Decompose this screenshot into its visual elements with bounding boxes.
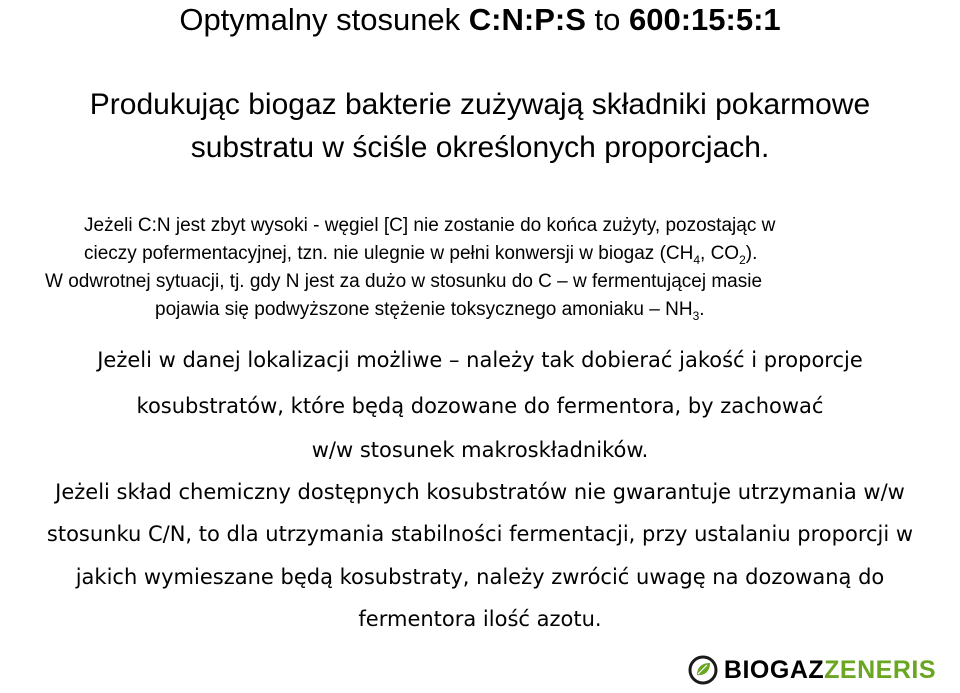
para1-line-4: pojawia się podwyższone stężenie toksycznego amoniaku – $NH_3$.	[155, 299, 705, 323]
ratio-value: 600:15:5:1	[629, 2, 781, 37]
ratio-name: C:N:P:S	[468, 2, 586, 37]
lead-line-1: Produkując biogaz bakterie zużywają składniki pokarmowe	[89, 88, 871, 121]
biogaz-zeneris-logo	[688, 655, 936, 685]
para1-line-1: Jeżeli C:N jest zbyt wysoki - węgiel [C] nie zostanie do końca zużyty, pozostając w	[84, 215, 776, 236]
logo-text-zeneris: ZENERIS	[824, 655, 936, 684]
lead-line-2: substratu w ściśle określonych proporcjach.	[190, 131, 770, 164]
para3-line-4: fermentora ilość azotu.	[358, 607, 602, 631]
para1-line-2: cieczy pofermentacyjnej, tzn. nie ulegnie w pełni konwersji w biogaz ($CH_4$, $CO_2$).	[84, 243, 758, 267]
para3-line-2: stosunku C/N, to dla utrzymania stabilności fermentacji, przy ustalaniu proporcji w	[46, 522, 914, 546]
para3-line-3: jakich wymieszane będą kosubstraty, należy zwrócić uwagę na dozowaną do	[75, 565, 885, 589]
logo-text-biogaz: BIOGAZ	[723, 655, 825, 684]
para2-line-3: w/w stosunek makroskładników.	[311, 438, 649, 462]
para2-line-2: kosubstratów, które będą dozowane do fermentora, by zachować	[136, 394, 824, 418]
para1-line-3: W odwrotnej sytuacji, tj. gdy N jest za dużo w stosunku do C – w fermentującej masie	[45, 271, 763, 292]
slide-title: Optymalny stosunek C:N:P:S to 600:15:5:1	[179, 2, 781, 37]
biogaz-leaf-logo-icon	[688, 655, 718, 685]
para3-line-1: Jeżeli skład chemiczny dostępnych kosubstratów nie gwarantuje utrzymania w/w	[55, 480, 905, 504]
para2-line-1: Jeżeli w danej lokalizacji możliwe – należy tak dobierać jakość i proporcje	[97, 348, 863, 372]
